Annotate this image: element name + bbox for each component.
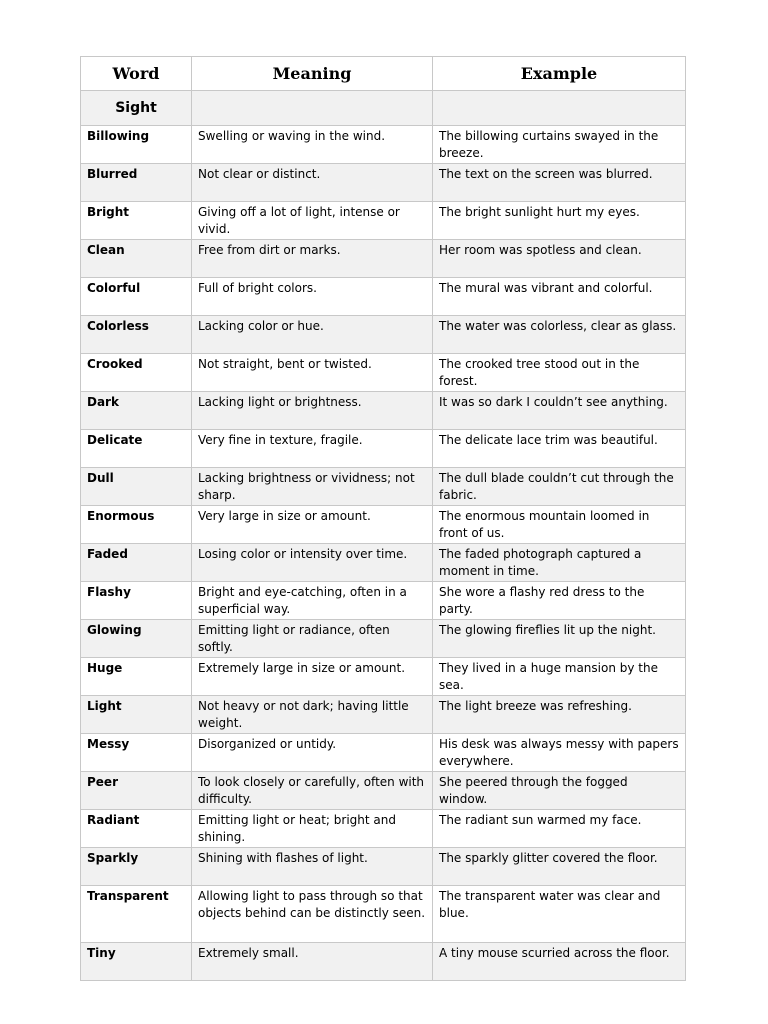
table-row xyxy=(81,696,686,734)
table-row xyxy=(81,544,686,582)
meaning-cell: To look closely or carefully, often with difficulty. xyxy=(192,772,433,810)
word-cell: Billowing xyxy=(81,126,192,164)
table-row xyxy=(81,506,686,544)
word-cell: Dark xyxy=(81,392,192,430)
example-cell: The light breeze was refreshing. xyxy=(433,696,686,734)
example-cell: Her room was spotless and clean. xyxy=(433,240,686,278)
section-empty-cell xyxy=(192,91,433,126)
section-row xyxy=(81,91,686,126)
table-row xyxy=(81,278,686,316)
example-cell: The mural was vibrant and colorful. xyxy=(433,278,686,316)
table-row xyxy=(81,468,686,506)
meaning-cell: Emitting light or heat; bright and shining. xyxy=(192,810,433,848)
example-cell: It was so dark I couldn’t see anything. xyxy=(433,392,686,430)
word-cell: Delicate xyxy=(81,430,192,468)
table-row xyxy=(81,620,686,658)
meaning-cell: Lacking color or hue. xyxy=(192,316,433,354)
example-cell: The glowing fireflies lit up the night. xyxy=(433,620,686,658)
meaning-cell: Lacking light or brightness. xyxy=(192,392,433,430)
header-word: Word xyxy=(81,57,192,91)
word-cell: Clean xyxy=(81,240,192,278)
table-row xyxy=(81,430,686,468)
table-row xyxy=(81,354,686,392)
example-cell: The billowing curtains swayed in the breeze. xyxy=(433,126,686,164)
table-row xyxy=(81,240,686,278)
table-row xyxy=(81,316,686,354)
table-row xyxy=(81,126,686,164)
example-cell: The sparkly glitter covered the floor. xyxy=(433,848,686,886)
word-cell: Colorless xyxy=(81,316,192,354)
example-cell: The text on the screen was blurred. xyxy=(433,164,686,202)
table-row xyxy=(81,810,686,848)
word-cell: Tiny xyxy=(81,943,192,981)
table-row xyxy=(81,392,686,430)
word-cell: Flashy xyxy=(81,582,192,620)
example-cell: The bright sunlight hurt my eyes. xyxy=(433,202,686,240)
header-meaning: Meaning xyxy=(192,57,433,91)
meaning-cell: Losing color or intensity over time. xyxy=(192,544,433,582)
word-cell: Colorful xyxy=(81,278,192,316)
word-cell: Huge xyxy=(81,658,192,696)
word-cell: Blurred xyxy=(81,164,192,202)
word-cell: Glowing xyxy=(81,620,192,658)
meaning-cell: Extremely small. xyxy=(192,943,433,981)
example-cell: His desk was always messy with papers everywhere. xyxy=(433,734,686,772)
table-row xyxy=(81,202,686,240)
meaning-cell: Giving off a lot of light, intense or vivid. xyxy=(192,202,433,240)
table-row xyxy=(81,734,686,772)
vocabulary-table xyxy=(80,56,686,981)
table-row xyxy=(81,582,686,620)
word-cell: Messy xyxy=(81,734,192,772)
example-cell: The radiant sun warmed my face. xyxy=(433,810,686,848)
meaning-cell: Disorganized or untidy. xyxy=(192,734,433,772)
section-label: Sight xyxy=(81,91,192,126)
word-cell: Enormous xyxy=(81,506,192,544)
example-cell: The faded photograph captured a moment in time. xyxy=(433,544,686,582)
meaning-cell: Not straight, bent or twisted. xyxy=(192,354,433,392)
meaning-cell: Full of bright colors. xyxy=(192,278,433,316)
word-cell: Peer xyxy=(81,772,192,810)
meaning-cell: Lacking brightness or vividness; not sharp. xyxy=(192,468,433,506)
example-cell: The crooked tree stood out in the forest. xyxy=(433,354,686,392)
table-row xyxy=(81,848,686,886)
meaning-cell: Shining with flashes of light. xyxy=(192,848,433,886)
example-cell: The dull blade couldn’t cut through the fabric. xyxy=(433,468,686,506)
table-row xyxy=(81,658,686,696)
example-cell: The water was colorless, clear as glass. xyxy=(433,316,686,354)
word-cell: Radiant xyxy=(81,810,192,848)
word-cell: Sparkly xyxy=(81,848,192,886)
table-row xyxy=(81,886,686,943)
word-cell: Bright xyxy=(81,202,192,240)
example-cell: She peered through the fogged window. xyxy=(433,772,686,810)
example-cell: The enormous mountain loomed in front of us. xyxy=(433,506,686,544)
meaning-cell: Extremely large in size or amount. xyxy=(192,658,433,696)
word-cell: Faded xyxy=(81,544,192,582)
meaning-cell: Not clear or distinct. xyxy=(192,164,433,202)
meaning-cell: Free from dirt or marks. xyxy=(192,240,433,278)
table-row xyxy=(81,164,686,202)
meaning-cell: Very large in size or amount. xyxy=(192,506,433,544)
example-cell: The delicate lace trim was beautiful. xyxy=(433,430,686,468)
example-cell: They lived in a huge mansion by the sea. xyxy=(433,658,686,696)
meaning-cell: Swelling or waving in the wind. xyxy=(192,126,433,164)
header-example: Example xyxy=(433,57,686,91)
meaning-cell: Not heavy or not dark; having little weight. xyxy=(192,696,433,734)
word-cell: Dull xyxy=(81,468,192,506)
table-row xyxy=(81,943,686,981)
example-cell: The transparent water was clear and blue. xyxy=(433,886,686,943)
word-cell: Crooked xyxy=(81,354,192,392)
example-cell: A tiny mouse scurried across the floor. xyxy=(433,943,686,981)
table-row xyxy=(81,772,686,810)
meaning-cell: Allowing light to pass through so that objects behind can be distinctly seen. xyxy=(192,886,433,943)
word-cell: Light xyxy=(81,696,192,734)
meaning-cell: Emitting light or radiance, often softly. xyxy=(192,620,433,658)
meaning-cell: Bright and eye-catching, often in a superficial way. xyxy=(192,582,433,620)
word-cell: Transparent xyxy=(81,886,192,943)
section-empty-cell xyxy=(433,91,686,126)
meaning-cell: Very fine in texture, fragile. xyxy=(192,430,433,468)
example-cell: She wore a flashy red dress to the party. xyxy=(433,582,686,620)
header-row xyxy=(81,57,686,91)
